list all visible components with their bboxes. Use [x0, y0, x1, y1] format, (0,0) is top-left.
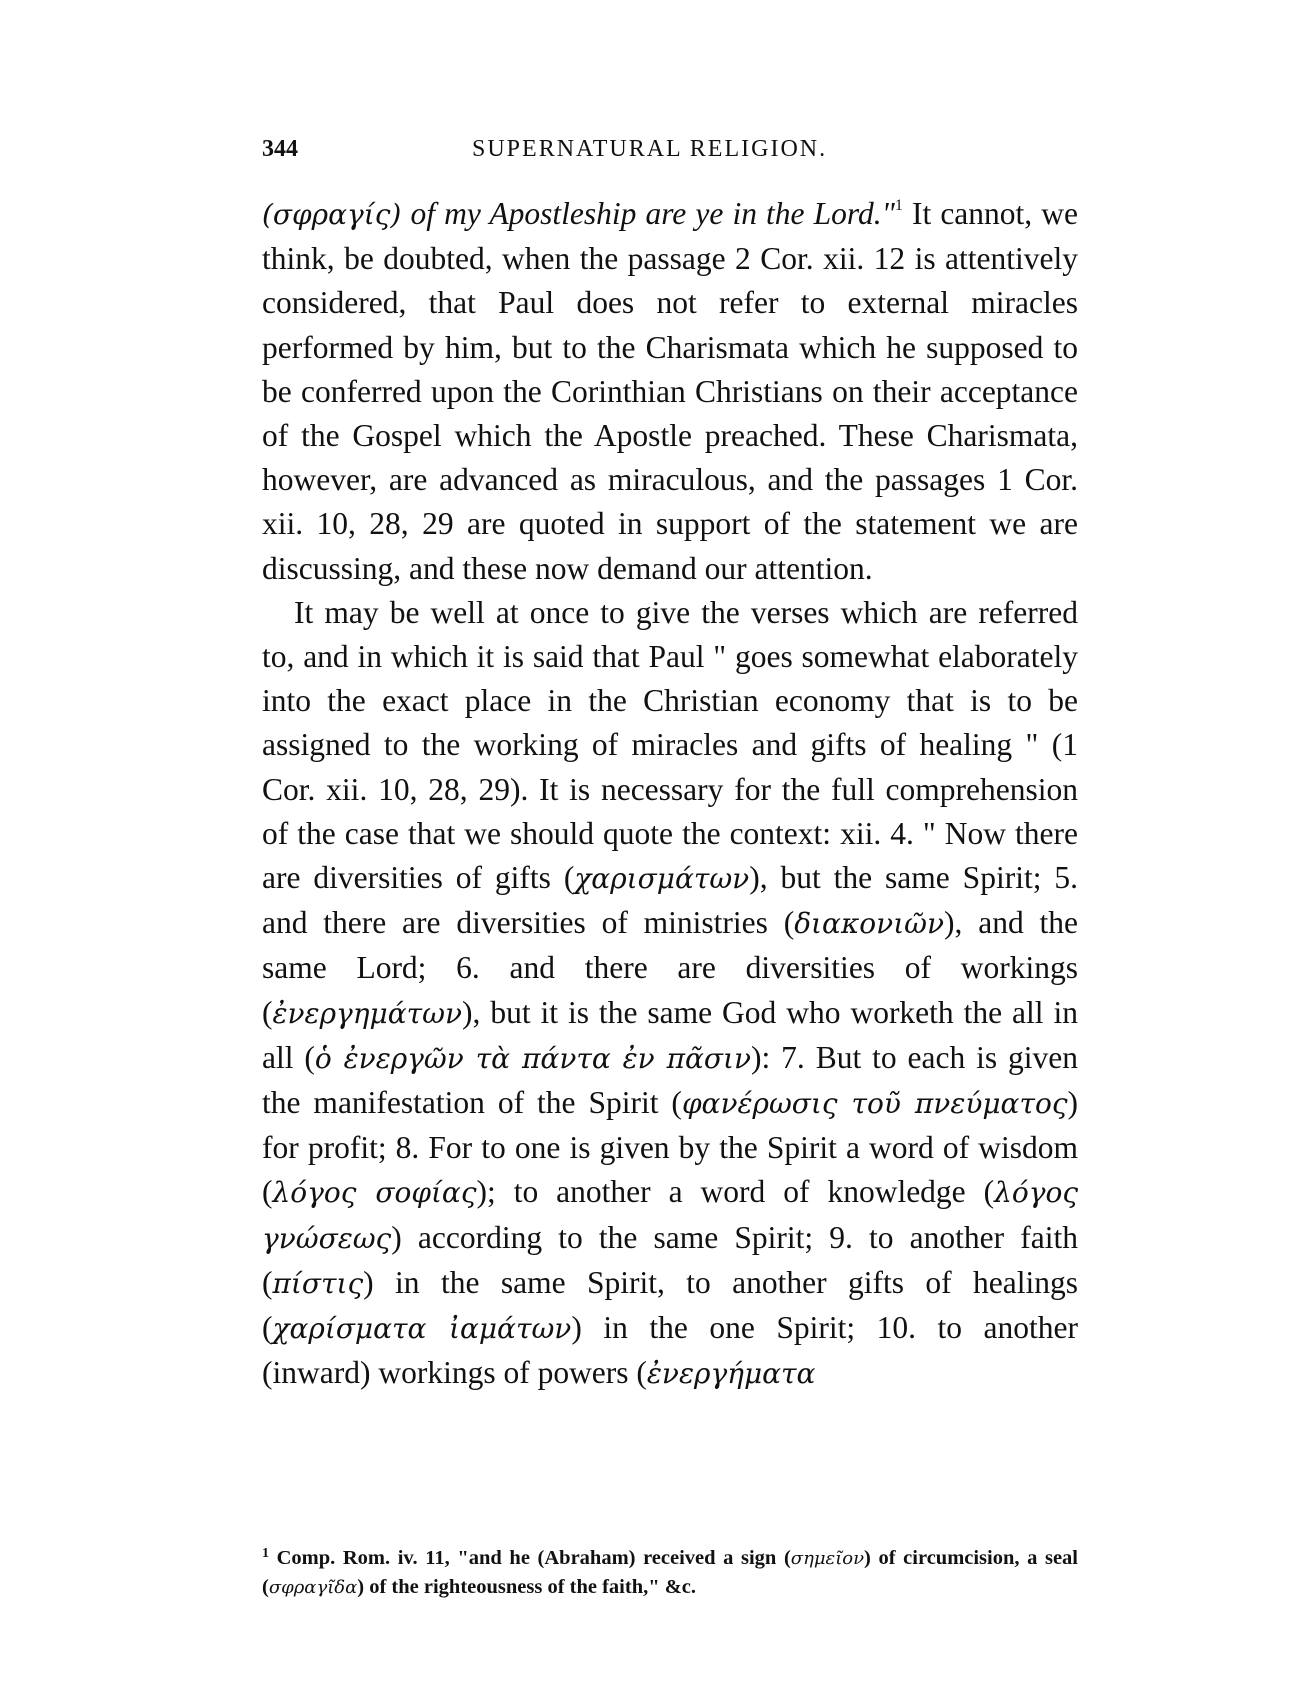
body-text: [262, 192, 1078, 1396]
text-run: ), but the same Spirit; 5. and there are diversities of ministries (: [262, 860, 1078, 941]
greek-term: διακονιῶν: [794, 907, 945, 941]
paragraph-1-text: It cannot, we think, be doubted, when the passage 2 Cor. xii. 12 is attentively considered, that Paul does not refer to external miracles performed by him, but to the Charismata which he supposed to be conferred upon the Corinthian Christians on their acceptance of the Gospel which the Apostle preached. These Charismata, however, are advanced as miraculous, and the passages 1 Cor. xii. 10, 28, 29 are quoted in support of the statement we are discussing, and these now demand our attention.: [262, 196, 1078, 586]
text-run: ) in the same Spirit, to another gifts of healings (: [262, 1264, 1078, 1346]
footnote: [262, 1544, 1078, 1602]
text-run: ) in the one Spirit; 10. to another (inward) workings of powers (: [262, 1310, 1078, 1391]
footnote-text: ) of the righteousness of the faith," &c.: [357, 1576, 697, 1598]
text-run: ); to another a word of knowledge (: [476, 1174, 995, 1210]
greek-term: ἐνεργημάτων: [272, 996, 462, 1030]
greek-term: λόγος γνώσεως: [262, 1176, 1079, 1255]
footnote-reference[interactable]: 1: [894, 197, 903, 214]
footnote-text: Comp. Rom. iv. 11, "and he (Abraham) received a sign (: [276, 1547, 791, 1569]
footnote-marker: 1: [262, 1546, 269, 1561]
page-number: 344: [262, 136, 298, 162]
greek-term: φανέρωσις τοῦ πνεύματος: [681, 1087, 1068, 1121]
running-head: [262, 136, 1078, 170]
text-run: ), and the same Lord; 6. and there are diversities of workings (: [262, 905, 1078, 1030]
text-run: It may be well at once to give the verses which are referred to, and in which it is said that Paul " goes somewhat elaborately into the exact place in the Christian economy that is to be assigned to the working of miracles and gifts of healing " (1 Cor. xii. 10, 28, 29). It is necessary for the full comprehension of the case that we should quote the context: xii. 4. " Now there are diversities of gifts (: [262, 594, 1078, 896]
paragraph-1: [262, 192, 1078, 591]
greek-term: λόγος σοφίας: [272, 1176, 477, 1210]
greek-term: σημεῖον: [790, 1548, 865, 1569]
greek-term: σφραγῖδα: [268, 1577, 358, 1598]
text-run: ): 7. But to each is given the manifestation of the Spirit (: [262, 1039, 1078, 1121]
greek-term: ὁ ἐνεργῶν τὰ πάντα ἐν πᾶσιν: [314, 1041, 752, 1075]
text-run: ) for profit; 8. For to one is given by the Spirit a word of wisdom (: [262, 1085, 1078, 1210]
paragraph-2: [262, 591, 1078, 1397]
text-run: ) according to the same Spirit; 9. to another faith (: [262, 1219, 1078, 1300]
running-title: SUPERNATURAL RELIGION.: [472, 136, 828, 162]
text-run: ), but it is the same God who worketh the all in all (: [262, 994, 1078, 1075]
italic-quote: of my Apostleship are ye in the Lord.": [410, 196, 895, 231]
greek-term: χαρισμάτων: [574, 862, 750, 896]
greek-term: πίστις: [272, 1266, 364, 1300]
greek-term: (σφραγίς): [262, 198, 402, 231]
greek-term: ἐνεργήματα: [646, 1357, 816, 1391]
footnote-text: ) of circumcision, a seal (: [262, 1547, 1078, 1598]
greek-term: χαρίσματα ἰαμάτων: [272, 1312, 572, 1346]
